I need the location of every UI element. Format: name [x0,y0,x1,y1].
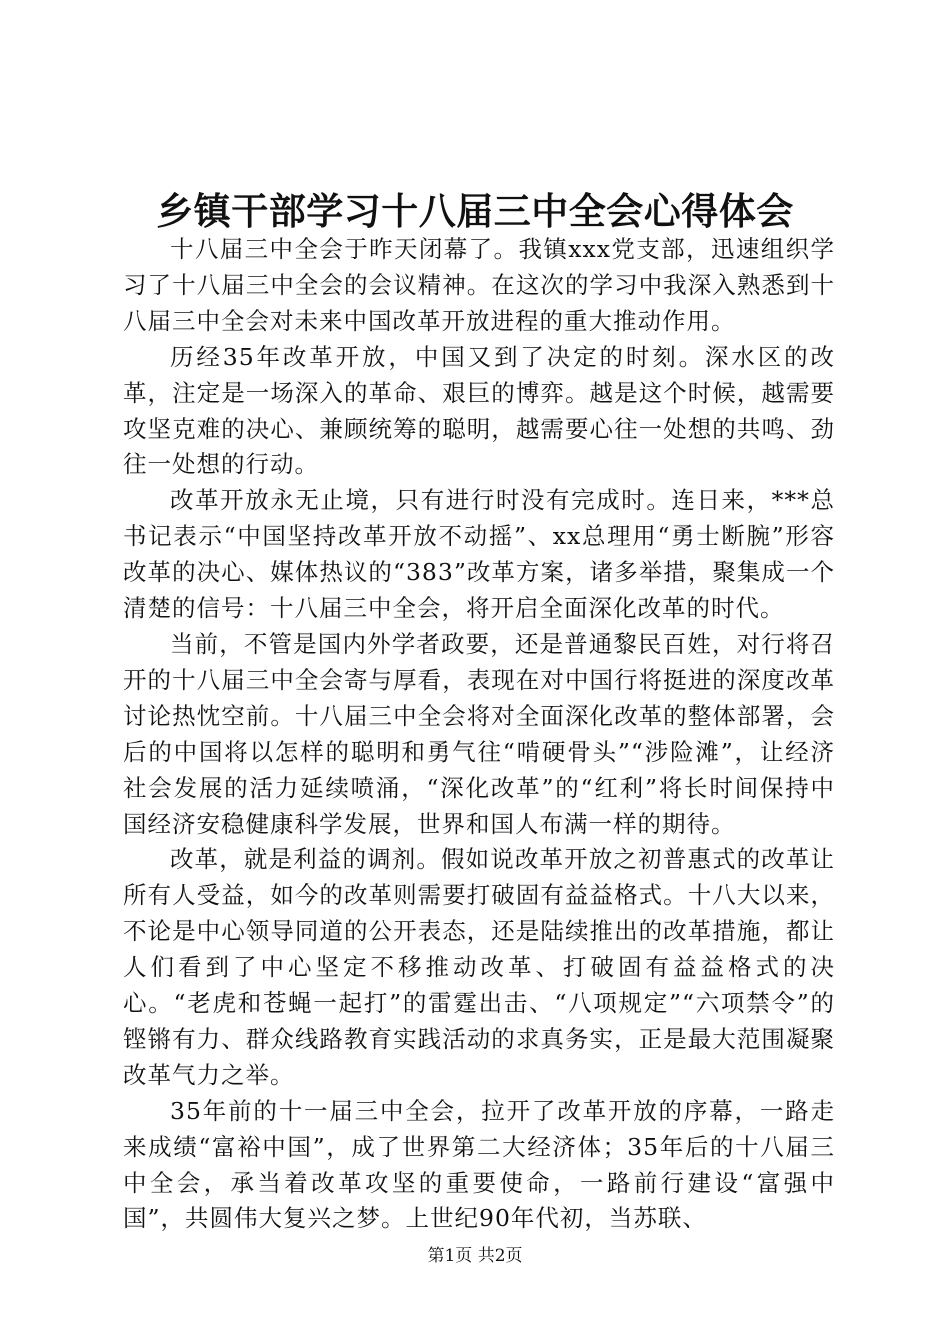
document-body [123,232,835,1237]
paragraph: 35年前的十一届三中全会，拉开了改革开放的序幕，一路走来成绩“富裕中国”，成了世界第二大经济体；35年后的十八届三中全会，承当着改革攻坚的重要使命，一路前行建设“富强中国”，共圆伟大复兴之梦。上世纪90年代初，当苏联、 [123,1096,835,1233]
paragraph: 十八届三中全会于昨天闭幕了。我镇xxx党支部，迅速组织学习了十八届三中全会的会议精神。在这次的学习中我深入熟悉到十八届三中全会对未来中国改革开放进程的重大推动作用。 [123,235,835,335]
paragraph: 改革开放永无止境，只有进行时没有完成时。连日来，***总书记表示“中国坚持改革开放不动摇”、xx总理用“勇士断腕”形容改革的决心、媒体热议的“383”改革方案，诸多举措，聚集成一个清楚的信号：十八届三中全会，将开启全面深化改革的时代。 [123,486,835,623]
paragraph: 改革，就是利益的调剂。假如说改革开放之初普惠式的改革让所有人受益，如今的改革则需要打破固有益益格式。十八大以来，不论是中心领导同道的公开表态，还是陆续推出的改革措施，都让人们看到了中心坚定不移推动改革、打破固有益益格式的决心。“老虎和苍蝇一起打”的雷霆出击、“八项规定”“六项禁令”的铿锵有力、群众线路教育实践活动的求真务实，正是最大范围凝聚改革气力之举。 [123,845,835,1089]
page-number-footer: 第1页 共2页 [427,1246,523,1266]
document-title: 乡镇干部学习十八届三中全会心得体会 [156,189,794,233]
paragraph: 当前，不管是国内外学者政要，还是普通黎民百姓，对行将召开的十八届三中全会寄与厚看，表现在对中国行将挺进的深度改革讨论热忱空前。十八届三中全会将对全面深化改革的整体部署，会后的中国将以怎样的聪明和勇气往“啃硬骨头”“涉险滩”，让经济社会发展的活力延续喷涌，“深化改革”的“红利”将长时间保持中国经济安稳健康科学发展，世界和国人布满一样的期待。 [123,629,835,838]
paragraph: 历经35年改革开放，中国又到了决定的时刻。深水区的改革，注定是一场深入的革命、艰巨的博弈。越是这个时候，越需要攻坚克难的决心、兼顾统筹的聪明，越需要心往一处想的共鸣、劲往一处想的行动。 [123,342,835,479]
